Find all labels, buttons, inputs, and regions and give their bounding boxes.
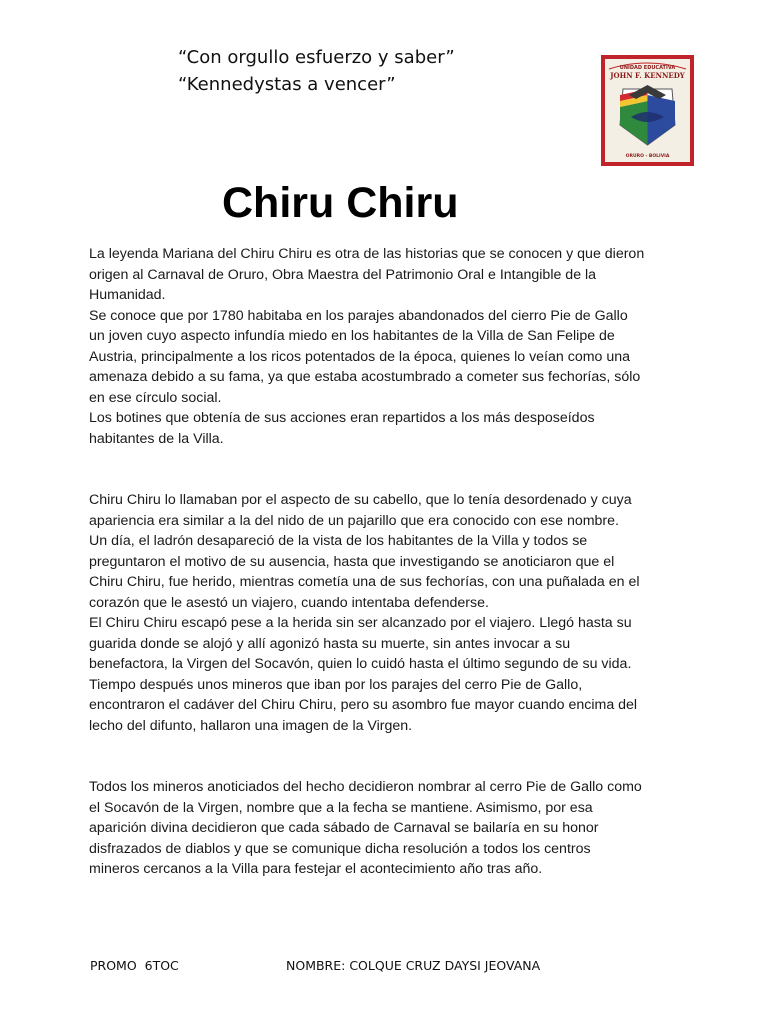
text-line: amenaza debido a su fama, ya que estaba acostumbrado a cometer sus fechorías, sólo — [89, 369, 641, 385]
paragraph-1 — [89, 244, 689, 449]
text-line: lecho del difunto, hallaron una imagen de la Virgen. — [89, 717, 413, 734]
page-footer — [0, 958, 768, 980]
logo-top-text: UNIDAD EDUCATIVA — [619, 65, 676, 71]
paragraph-spacer — [89, 449, 689, 490]
story-body — [89, 244, 689, 880]
text-line: Chiru Chiru, fue herido, mientras cometía una de sus fechorías, con una puñalada en el — [89, 574, 640, 590]
text-line: Tiempo después unos mineros que iban por los parajes del cerro Pie de Gallo, — [89, 676, 583, 693]
school-logo — [601, 55, 694, 166]
text-line: mineros cercanos a la Villa para festejar el acontecimiento año tras año. — [89, 861, 543, 877]
promo-label: PROMO 6TOC — [90, 958, 179, 973]
text-line: Humanidad. — [89, 287, 166, 303]
text-line: Austria, principalmente a los ricos potentados de la época, quienes lo veían como una — [89, 348, 631, 365]
text-line: Se conoce que por 1780 habitaba en los parajes abandonados del cierro Pie de Gallo — [89, 307, 628, 324]
paragraph-spacer — [89, 736, 689, 777]
text-line: benefactora, la Virgen del Socavón, quien lo cuidó hasta el último segundo de su vida. — [89, 656, 632, 672]
paragraph-3 — [89, 777, 689, 880]
logo-bottom-text: ORURO - BOLIVIA — [625, 154, 670, 159]
text-line: origen al Carnaval de Oruro, Obra Maestra del Patrimonio Oral e Intangible de la — [89, 266, 597, 283]
text-line: Un día, el ladrón desapareció de la vista de los habitantes de la Villa y todos se — [89, 533, 588, 549]
text-line: Los botines que obtenía de sus acciones eran repartidos a los más desposeídos — [89, 410, 595, 426]
paragraph-2 — [89, 490, 689, 736]
text-line: corazón que le asestó un viajero, cuando intentaba defenderse. — [89, 594, 489, 611]
student-name: NOMBRE: COLQUE CRUZ DAYSI JEOVANA — [286, 958, 541, 973]
motto-line-2: “Kennedystas a vencer” — [178, 74, 396, 95]
text-line: encontraron el cadáver del Chiru Chiru, pero su asombro fue mayor cuando encima del — [89, 697, 638, 713]
text-line: en ese círculo social. — [89, 389, 222, 406]
motto-line-1: “Con orgullo esfuerzo y saber” — [178, 47, 455, 68]
text-line: Todos los mineros anoticiados del hecho decidieron nombrar al cerro Pie de Gallo como — [89, 779, 642, 795]
text-line: apariencia era similar a la del nido de un pajarillo que era conocido con ese nombre. — [89, 512, 619, 529]
text-line: Chiru Chiru lo llamaban por el aspecto de su cabello, que lo tenía desordenado y cuya — [89, 492, 632, 508]
page-title: Chiru Chiru — [222, 179, 459, 227]
text-line: habitantes de la Villa. — [89, 430, 224, 447]
text-line: aparición divina decidieron que cada sábado de Carnaval se bailaría en su honor — [89, 820, 599, 836]
text-line: El Chiru Chiru escapó pese a la herida sin ser alcanzado por el viajero. Llegó hasta su — [89, 615, 632, 631]
text-line: disfrazados de diablos y que se comunique dicha resolución a todos los centros — [89, 840, 591, 857]
text-line: preguntaron el motivo de su ausencia, hasta que investigando se anoticiaron que el — [89, 553, 615, 570]
logo-name-text: JOHN F. KENNEDY — [610, 71, 685, 80]
text-line: el Socavón de la Virgen, nombre que a la fecha se mantiene. Asimismo, por esa — [89, 799, 593, 816]
text-line: La leyenda Mariana del Chiru Chiru es otra de las historias que se conocen y que dieron — [89, 246, 645, 262]
text-line: un joven cuyo aspecto infundía miedo en los habitantes de la Villa de San Felipe de — [89, 328, 615, 344]
school-motto — [178, 44, 455, 98]
text-line: guarida donde se alojó y allí agonizó hasta su muerte, sin antes invocar a su — [89, 635, 571, 652]
